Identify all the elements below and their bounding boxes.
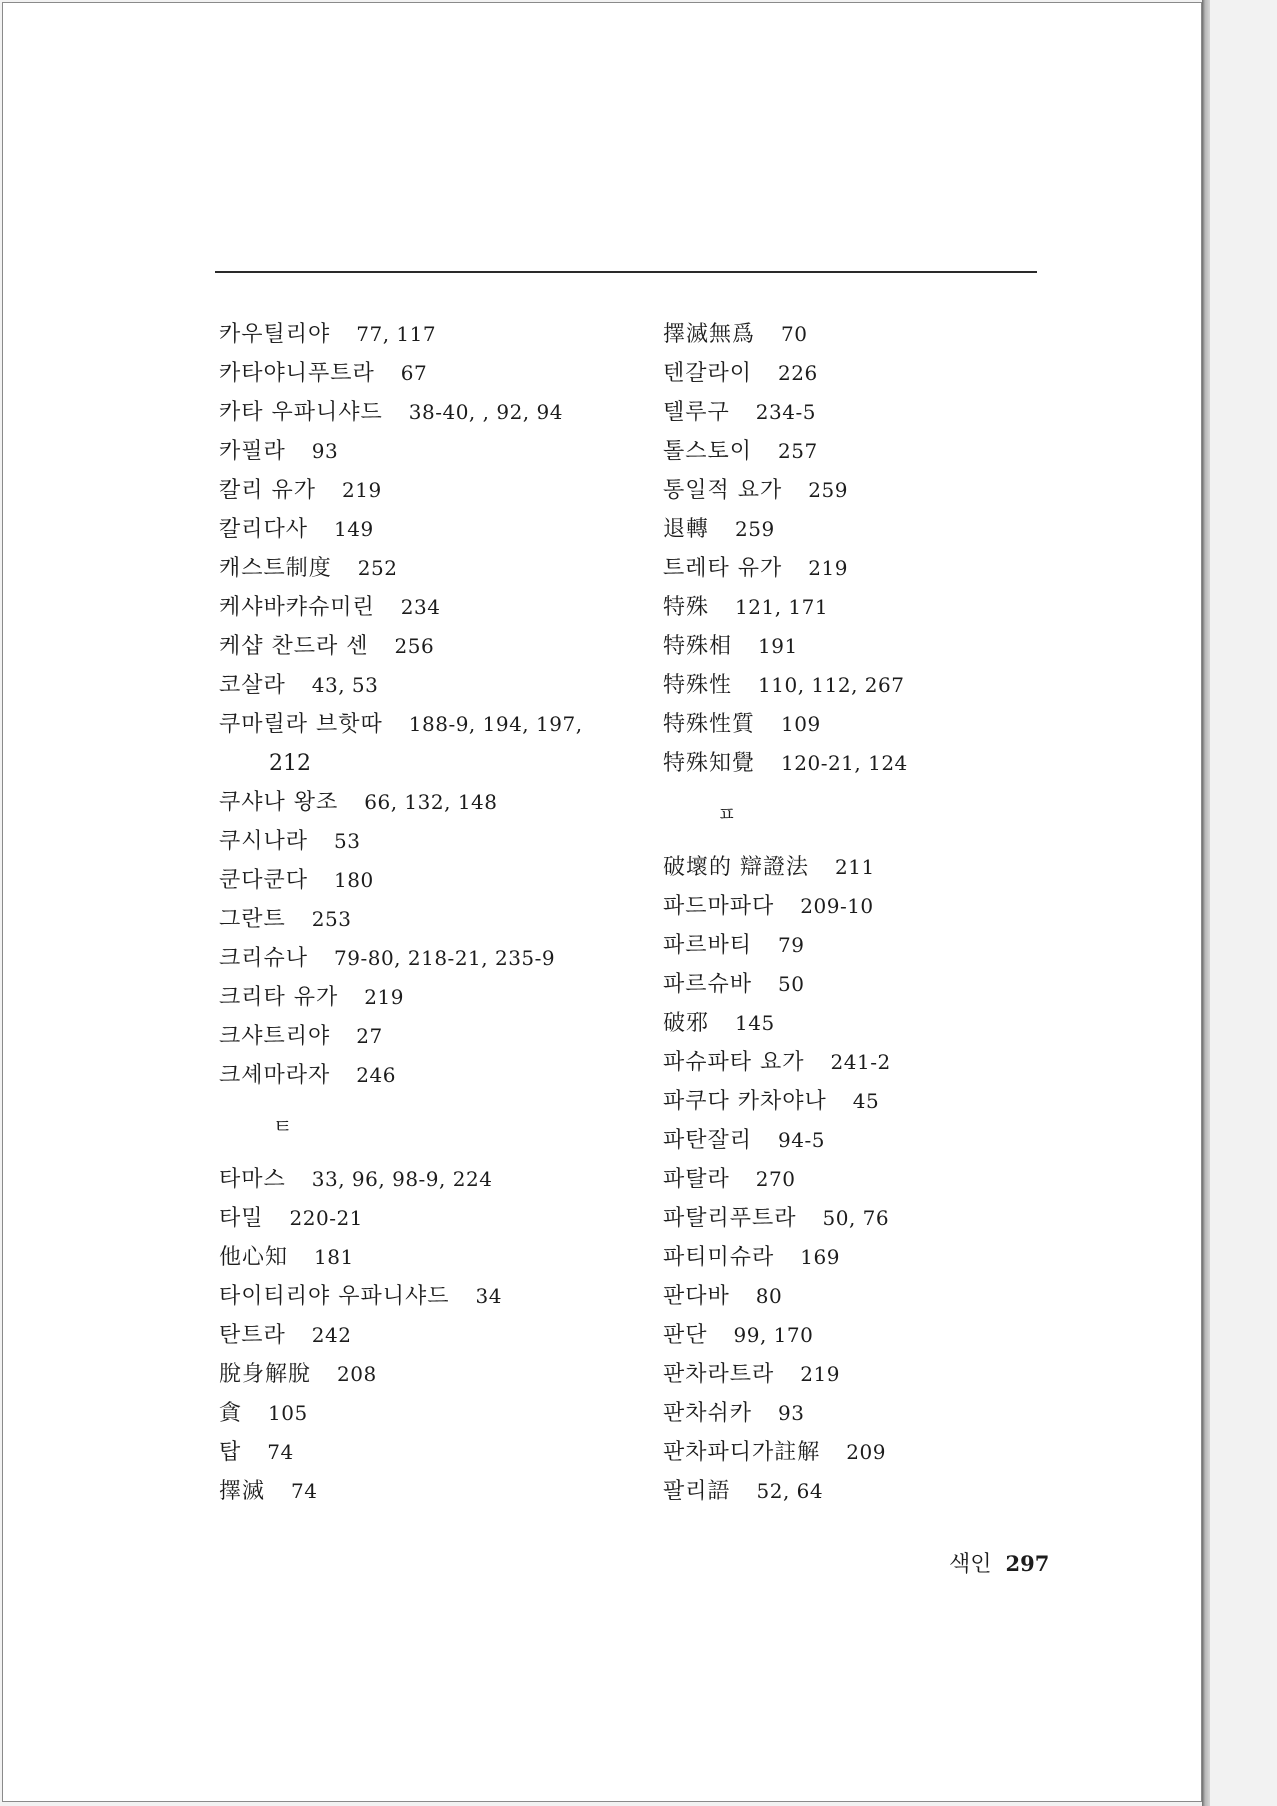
index-pages: 79-80, 218-21, 235-9 bbox=[334, 946, 556, 970]
index-entry bbox=[663, 666, 1083, 705]
index-entry bbox=[219, 822, 649, 861]
index-entry bbox=[219, 1277, 649, 1316]
index-pages: 33, 96, 98-9, 224 bbox=[311, 1167, 493, 1191]
index-pages: 66, 132, 148 bbox=[364, 790, 498, 814]
index-entry bbox=[219, 705, 649, 744]
index-pages: 74 bbox=[267, 1440, 294, 1464]
index-term: 칼리 유가 bbox=[219, 478, 317, 503]
index-pages: 219 bbox=[342, 478, 382, 502]
index-entry bbox=[663, 1160, 1083, 1199]
index-term: 特殊性 bbox=[663, 673, 733, 698]
index-entry bbox=[219, 939, 649, 978]
index-entry bbox=[219, 861, 649, 900]
index-entry bbox=[663, 1043, 1083, 1082]
index-pages: 259 bbox=[735, 517, 775, 541]
index-pages: 52, 64 bbox=[756, 1479, 824, 1503]
index-entry bbox=[219, 510, 649, 549]
index-term: 팔리語 bbox=[663, 1479, 731, 1504]
index-entry bbox=[219, 354, 649, 393]
index-term: 파슈파타 요가 bbox=[663, 1050, 805, 1075]
section-heading: ㅌ bbox=[273, 1114, 293, 1138]
index-column-left bbox=[219, 315, 649, 1511]
index-pages: 241-2 bbox=[830, 1050, 891, 1074]
header-rule bbox=[215, 271, 1037, 273]
index-term: 파탈라 bbox=[663, 1167, 730, 1192]
index-pages: 234-5 bbox=[755, 400, 816, 424]
index-term: 판차파디가註解 bbox=[663, 1440, 821, 1465]
index-entry bbox=[663, 1082, 1083, 1121]
index-term: 텐갈라이 bbox=[663, 361, 753, 386]
index-term: 카타 우파니샤드 bbox=[219, 400, 383, 425]
index-entry bbox=[219, 588, 649, 627]
index-entry bbox=[663, 1199, 1083, 1238]
index-term: 特殊知覺 bbox=[663, 751, 756, 776]
index-term: 타밀 bbox=[219, 1206, 264, 1231]
index-pages: 270 bbox=[755, 1167, 796, 1191]
index-term: 脫身解脫 bbox=[219, 1362, 312, 1387]
index-entry bbox=[663, 393, 1083, 432]
index-entry bbox=[663, 510, 1083, 549]
index-entry bbox=[663, 1355, 1083, 1394]
index-term: 擇滅無爲 bbox=[663, 322, 756, 347]
index-pages: 234 bbox=[400, 595, 441, 619]
index-pages: 219 bbox=[800, 1362, 840, 1386]
index-term: 破邪 bbox=[663, 1011, 710, 1036]
index-entry bbox=[219, 627, 649, 666]
index-entry bbox=[663, 471, 1083, 510]
index-term: 크셰마라자 bbox=[219, 1063, 331, 1088]
index-term: 타이티리야 우파니샤드 bbox=[219, 1284, 450, 1309]
index-pages: 256 bbox=[394, 634, 435, 658]
index-entry bbox=[663, 744, 1083, 783]
index-term: 他心知 bbox=[219, 1245, 289, 1270]
index-term: 쿠샤나 왕조 bbox=[219, 790, 339, 815]
index-term: 쿠시나라 bbox=[219, 829, 309, 854]
index-term: 파드마파다 bbox=[663, 894, 775, 919]
index-term: 판차쉬카 bbox=[663, 1401, 753, 1426]
section-heading: ㅍ bbox=[717, 802, 737, 826]
index-pages: 169 bbox=[800, 1245, 840, 1269]
index-pages: 45 bbox=[852, 1089, 880, 1113]
index-entry bbox=[663, 926, 1083, 965]
index-pages: 188-9, 194, 197, bbox=[408, 712, 583, 736]
index-pages: 242 bbox=[311, 1323, 352, 1347]
index-pages: 74 bbox=[291, 1479, 318, 1503]
index-entry bbox=[663, 1004, 1083, 1043]
index-term: 크리슈나 bbox=[219, 946, 309, 971]
index-term: 파르슈바 bbox=[663, 972, 753, 997]
index-term: 擇滅 bbox=[219, 1479, 266, 1504]
index-term: 카우틸리야 bbox=[219, 322, 331, 347]
index-pages: 257 bbox=[778, 439, 818, 463]
index-entry bbox=[219, 1238, 649, 1277]
index-term: 케샤바캬슈미린 bbox=[219, 595, 375, 620]
index-entry bbox=[663, 1316, 1083, 1355]
index-entry bbox=[663, 1433, 1083, 1472]
index-entry bbox=[663, 315, 1083, 354]
index-entry bbox=[663, 848, 1083, 887]
index-pages: 93 bbox=[778, 1401, 805, 1425]
index-pages: 109 bbox=[781, 712, 821, 736]
index-term: 特殊相 bbox=[663, 634, 733, 659]
page-footer bbox=[949, 1547, 1049, 1578]
index-entry bbox=[663, 1277, 1083, 1316]
index-term: 탄트라 bbox=[219, 1323, 286, 1348]
index-term: 텔루구 bbox=[663, 400, 730, 425]
index-entry bbox=[219, 1394, 649, 1433]
index-entry bbox=[219, 1056, 649, 1095]
index-pages: 50 bbox=[778, 972, 805, 996]
index-entry bbox=[663, 705, 1083, 744]
index-pages: 99, 170 bbox=[733, 1323, 814, 1347]
book-page bbox=[2, 2, 1202, 1802]
index-pages: 208 bbox=[337, 1362, 377, 1386]
index-term: 파쿠다 카차야나 bbox=[663, 1089, 827, 1114]
index-term: 쿠마릴라 브핫따 bbox=[219, 712, 383, 737]
index-term: 그란트 bbox=[219, 907, 286, 932]
index-pages: 246 bbox=[356, 1063, 396, 1087]
index-pages: 219 bbox=[808, 556, 848, 580]
index-entry bbox=[219, 1160, 649, 1199]
index-entry bbox=[219, 1017, 649, 1056]
index-pages: 209-10 bbox=[800, 894, 874, 918]
index-entry bbox=[663, 354, 1083, 393]
footer-label: 색인 bbox=[949, 1552, 992, 1577]
index-term: 카필라 bbox=[219, 439, 286, 464]
index-pages: 149 bbox=[334, 517, 374, 541]
index-entry bbox=[219, 1433, 649, 1472]
index-entry bbox=[663, 1238, 1083, 1277]
index-pages: 67 bbox=[400, 361, 428, 385]
index-term: 파르바티 bbox=[663, 933, 753, 958]
index-entry bbox=[219, 900, 649, 939]
index-entry bbox=[219, 1472, 649, 1511]
index-pages: 50, 76 bbox=[822, 1206, 890, 1230]
index-entry bbox=[663, 1472, 1083, 1511]
index-pages: 181 bbox=[314, 1245, 354, 1269]
index-term: 케샵 찬드라 센 bbox=[219, 634, 369, 659]
index-pages: 80 bbox=[755, 1284, 783, 1308]
index-entry bbox=[663, 1394, 1083, 1433]
index-entry bbox=[219, 783, 649, 822]
index-pages: 121, 171 bbox=[735, 595, 829, 619]
index-entry bbox=[663, 588, 1083, 627]
index-pages: 219 bbox=[364, 985, 404, 1009]
index-term: 크샤트리야 bbox=[219, 1024, 331, 1049]
page-number: 297 bbox=[1005, 1551, 1050, 1576]
index-term: 特殊性質 bbox=[663, 712, 756, 737]
index-pages: 145 bbox=[735, 1011, 775, 1035]
index-entry bbox=[219, 549, 649, 588]
index-pages: 43, 53 bbox=[311, 673, 379, 697]
page-edge-shadow bbox=[1202, 0, 1210, 1806]
index-term: 판단 bbox=[663, 1323, 708, 1348]
index-term: 쿤다쿤다 bbox=[219, 868, 309, 893]
index-pages: 211 bbox=[835, 855, 875, 879]
index-term: 카타야니푸트라 bbox=[219, 361, 375, 386]
index-entry bbox=[219, 393, 649, 432]
index-entry bbox=[219, 1316, 649, 1355]
index-term: 타마스 bbox=[219, 1167, 286, 1192]
index-pages: 70 bbox=[781, 322, 808, 346]
index-pages: 191 bbox=[758, 634, 798, 658]
index-pages: 110, 112, 267 bbox=[758, 673, 905, 697]
index-pages: 38-40, , 92, 94 bbox=[408, 400, 563, 424]
index-pages: 93 bbox=[311, 439, 339, 463]
index-entry bbox=[663, 627, 1083, 666]
index-entry bbox=[663, 549, 1083, 588]
index-pages: 120-21, 124 bbox=[781, 751, 908, 775]
index-term: 판다바 bbox=[663, 1284, 730, 1309]
index-entry bbox=[219, 1199, 649, 1238]
index-pages: 94-5 bbox=[778, 1128, 825, 1152]
index-entry bbox=[219, 315, 649, 354]
index-pages: 27 bbox=[356, 1024, 383, 1048]
index-term: 파탄잘리 bbox=[663, 1128, 753, 1153]
index-term: 파티미슈라 bbox=[663, 1245, 775, 1270]
index-column-right bbox=[663, 315, 1083, 1511]
index-pages: 34 bbox=[475, 1284, 502, 1308]
index-term: 캐스트制度 bbox=[219, 556, 332, 581]
index-term: 탑 bbox=[219, 1440, 242, 1465]
index-pages: 105 bbox=[268, 1401, 308, 1425]
index-term: 통일적 요가 bbox=[663, 478, 783, 503]
index-pages: 180 bbox=[334, 868, 374, 892]
index-entry bbox=[219, 666, 649, 705]
index-pages-continuation: 212 bbox=[269, 751, 311, 776]
index-pages: 226 bbox=[778, 361, 818, 385]
index-entry bbox=[663, 1121, 1083, 1160]
index-pages: 253 bbox=[311, 907, 352, 931]
index-term: 特殊 bbox=[663, 595, 710, 620]
index-term: 退轉 bbox=[663, 517, 710, 542]
index-entry bbox=[663, 432, 1083, 471]
index-pages: 77, 117 bbox=[356, 322, 437, 346]
index-pages: 259 bbox=[808, 478, 848, 502]
index-term: 톨스토이 bbox=[663, 439, 753, 464]
index-term: 판차라트라 bbox=[663, 1362, 775, 1387]
index-term: 破壞的 辯證法 bbox=[663, 855, 809, 880]
index-pages: 53 bbox=[334, 829, 361, 853]
index-term: 파탈리푸트라 bbox=[663, 1206, 797, 1231]
index-entry bbox=[663, 887, 1083, 926]
index-entry bbox=[663, 965, 1083, 1004]
index-term: 貪 bbox=[219, 1401, 243, 1426]
index-entry bbox=[219, 978, 649, 1017]
index-term: 코살라 bbox=[219, 673, 286, 698]
index-pages: 220-21 bbox=[289, 1206, 363, 1230]
index-pages: 79 bbox=[778, 933, 805, 957]
index-pages: 252 bbox=[357, 556, 398, 580]
index-term: 크리타 유가 bbox=[219, 985, 339, 1010]
index-pages: 209 bbox=[846, 1440, 886, 1464]
index-entry bbox=[219, 432, 649, 471]
index-term: 트레타 유가 bbox=[663, 556, 783, 581]
index-term: 칼리다사 bbox=[219, 517, 309, 542]
index-entry bbox=[219, 1355, 649, 1394]
index-entry bbox=[219, 471, 649, 510]
